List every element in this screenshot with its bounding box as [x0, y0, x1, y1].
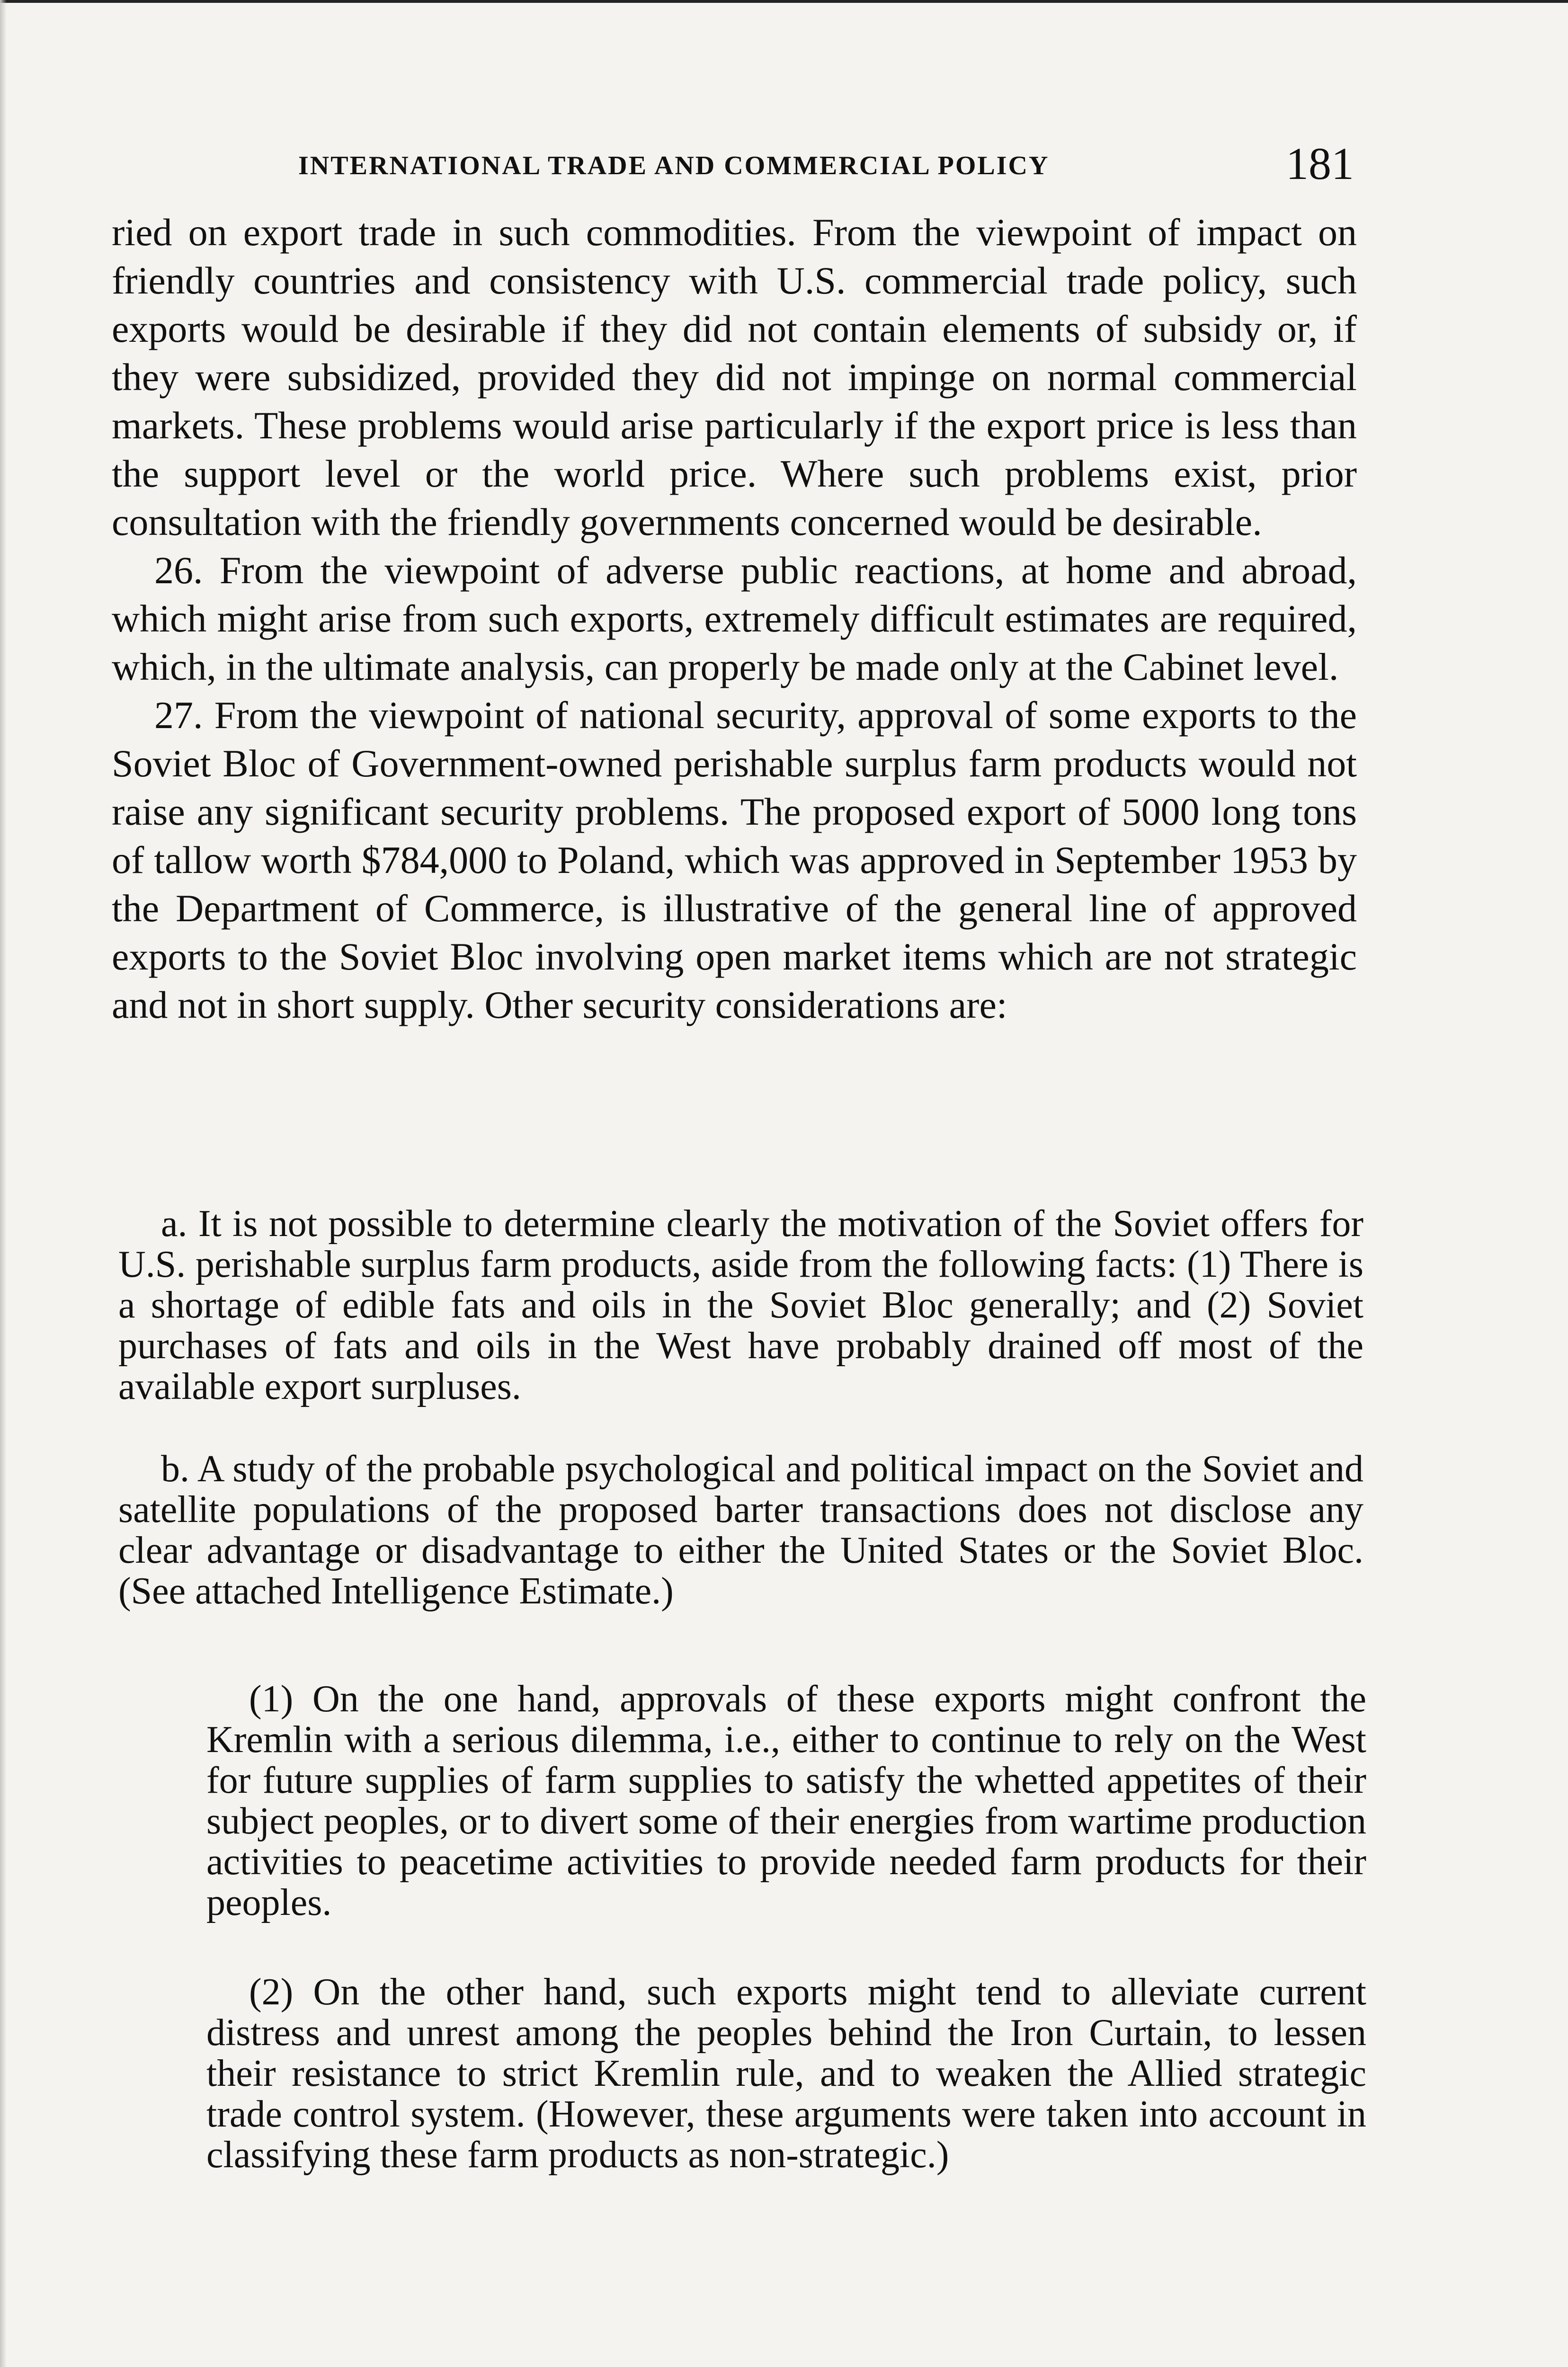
binding-edge-shadow [0, 0, 7, 2367]
paragraph-26: 26. From the viewpoint of adverse public reactions, at home and abroad, which might arise from such exports, extremely difficult estimates are required, which, in the ultimate analysis, can properly be made only at the Cabinet level. [112, 549, 1357, 688]
paragraph-continuation: ried on export trade in such commodities. From the viewpoint of impact on friendly countries and consistency with U.S. commercial trade policy, such exports would be desirable if they did not contain elements of subsidy or, if they were subsidized, provided they did not impinge on normal commercial markets. These problems would arise particularly if the export price is less than the support level or the world price. Where such problems exist, prior consultation with the friendly governments concerned would be desirable. [112, 211, 1357, 543]
sub-item-a [118, 1203, 1363, 1407]
page-number: 181 [1286, 138, 1354, 189]
sub-item-b1 [206, 1679, 1366, 1923]
sub-item-b-text: b. A study of the probable psychological and political impact on the Soviet and satellite populations of the proposed barter transactions does not disclose any clear advantage or disadvantage to either the United States or the Soviet Bloc. (See attached Intelligence Estimate.) [118, 1448, 1363, 1612]
top-edge-rule [0, 0, 1568, 3]
paragraph-27: 27. From the viewpoint of national security, approval of some exports to the Soviet Bloc of Government-owned perishable surplus farm products would not raise any significant security problems. The proposed export of 5000 long tons of tallow worth $784,000 to Poland, which was approved in September 1953 by the Department of Commerce, is illustrative of the general line of approved exports to the Soviet Bloc involving open market items which are not strategic and not in short supply. Other security considerations are: [112, 694, 1357, 1026]
main-body-text [112, 208, 1357, 1029]
sub-item-b2 [206, 1972, 1366, 2175]
sub-item-b1-text: (1) On the one hand, approvals of these exports might confront the Kremlin with a serious dilemma, i.e., either to continue to rely on the West for future supplies of farm supplies to satisfy the whetted appetites of their subject peoples, or to divert some of their energies from wartime production activities to peacetime activities to provide needed farm products for their peoples. [206, 1678, 1366, 1923]
sub-item-b2-text: (2) On the other hand, such exports might tend to alleviate current distress and unrest among the peoples behind the Iron Curtain, to lessen their resistance to strict Kremlin rule, and to weaken the Allied strategic trade control system. (However, these arguments were taken into account in classifying these farm products as non-strategic.) [206, 1971, 1366, 2176]
sub-item-a-text: a. It is not possible to determine clearly the motivation of the Soviet offers for U.S. perishable surplus farm products, aside from the following facts: (1) There is a shortage of edible fats and oils in the Soviet Bloc generally; and (2) Soviet purchases of fats and oils in the West have probably drained off most of the available export surpluses. [118, 1203, 1363, 1407]
sub-item-b [118, 1449, 1363, 1611]
running-head: INTERNATIONAL TRADE AND COMMERCIAL POLICY [298, 151, 1050, 180]
page-header [298, 137, 1354, 189]
